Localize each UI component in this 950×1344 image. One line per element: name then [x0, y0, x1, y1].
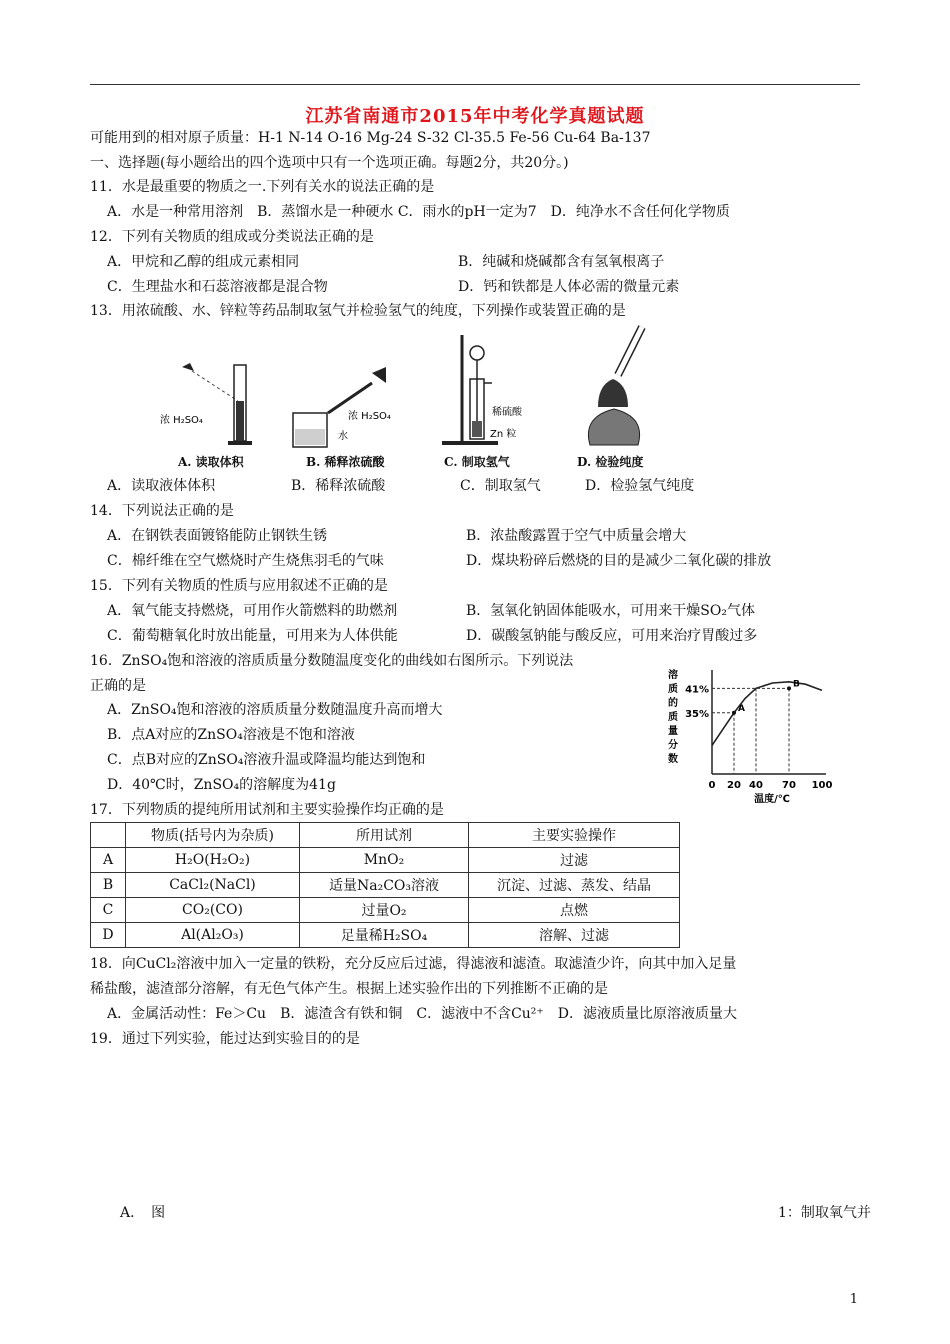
- table-cell: H₂O(H₂O₂): [126, 848, 300, 873]
- q18-stem-1: 18．向CuCl₂溶液中加入一定量的铁粉，充分反应后过滤，得滤液和滤渣。取滤渣少许，向其中加入足量: [90, 956, 737, 972]
- q15-option-a: A．氧气能支持燃烧，可用作火箭燃料的助燃剂: [107, 603, 398, 619]
- chart-x-tick: 40: [749, 780, 763, 791]
- fig-caption-a: A. 读取体积: [178, 455, 244, 469]
- q18-stem-2: 稀盐酸，滤渣部分溶解，有无色气体产生。根据上述实验作出的下列推断不正确的是: [90, 981, 608, 997]
- table-cell: CaCl₂(NaCl): [126, 873, 300, 898]
- chart-ylabel-7: 数: [668, 754, 678, 765]
- q14-option-d: D．煤块粉碎后燃烧的目的是减少二氧化碳的排放: [466, 553, 772, 569]
- q13-option-d: D．检验氢气纯度: [585, 478, 695, 494]
- fig-caption-b: B. 稀释浓硫酸: [306, 455, 385, 469]
- page-title: 江苏省南通市2015年中考化学真题试题: [305, 106, 645, 127]
- chart-ylabel-1: 溶: [668, 670, 678, 681]
- chart-ylabel-2: 质: [668, 684, 678, 695]
- table-cell: Al(Al₂O₃): [126, 923, 300, 948]
- table-row: [91, 873, 680, 898]
- q17-stem: 17．下列物质的提纯所用试剂和主要实验操作均正确的是: [90, 802, 444, 818]
- chart-ylabel-4: 质: [668, 712, 678, 723]
- q16-stem-2: 正确的是: [90, 678, 146, 694]
- chart-x-tick: 20: [727, 780, 741, 791]
- table-cell: MnO₂: [300, 848, 469, 873]
- q12-option-d: D．钙和铁都是人体必需的微量元素: [458, 279, 680, 295]
- q16-option-c: C．点B对应的ZnSO₄溶液升温或降温均能达到饱和: [107, 752, 426, 768]
- chart-x-tick: 100: [811, 780, 833, 791]
- fig-b-beaker: [293, 367, 391, 447]
- q14-stem: 14．下列说法正确的是: [90, 503, 234, 519]
- chart-point-label: B: [793, 679, 800, 690]
- q12-option-b: B．纯碱和烧碱都含有氢氧根离子: [458, 254, 665, 270]
- chart-x-tick: 70: [782, 780, 796, 791]
- q16-stem-1: 16．ZnSO₄饱和溶液的溶质质量分数随温度变化的曲线如右图所示。下列说法: [90, 653, 574, 669]
- header-rule: [90, 84, 860, 85]
- q16-option-d: D．40℃时，ZnSO₄的溶解度为41g: [107, 777, 336, 793]
- q15-option-c: C．葡萄糖氧化时放出能量，可用来为人体供能: [107, 628, 398, 644]
- chart-ylabel-5: 量: [668, 726, 678, 737]
- fig-d-lamp: [588, 327, 642, 445]
- q14-option-a: A．在钢铁表面镀铬能防止钢铁生锈: [107, 528, 328, 544]
- table-cell: 过滤: [469, 848, 680, 873]
- fig-b-acid: 浓 H₂SO₄: [348, 411, 391, 422]
- chart-ylabel-6: 分: [668, 740, 678, 751]
- q15-option-b: B．氢氧化钠固体能吸水，可用来干燥SO₂气体: [466, 603, 755, 619]
- fig-a-cylinder: [160, 363, 252, 445]
- table-cell: 过量O₂: [300, 898, 469, 923]
- page-number: 1: [849, 1292, 858, 1307]
- table-header-cell: 所用试剂: [300, 823, 469, 848]
- section-heading: 一、选择题(每小题给出的四个选项中只有一个选项正确。每题2分，共20分。): [90, 155, 569, 171]
- table-cell: 溶解、过滤: [469, 923, 680, 948]
- chart-series-line: [712, 682, 822, 746]
- q19-stem: 19．通过下列实验，能过达到实验目的的是: [90, 1031, 360, 1047]
- table-cell: A: [91, 848, 126, 873]
- q13-option-c: C．制取氢气: [460, 478, 541, 494]
- chart-y-tick: 41%: [685, 684, 709, 696]
- table-header-cell: 物质(括号内为杂质): [126, 823, 300, 848]
- table-cell: B: [91, 873, 126, 898]
- table-cell: 沉淀、过滤、蒸发、结晶: [469, 873, 680, 898]
- chart-y-tick: 35%: [685, 708, 709, 720]
- table-cell: C: [91, 898, 126, 923]
- table-cell: CO₂(CO): [126, 898, 300, 923]
- chart-x-tick: 0: [708, 780, 716, 791]
- table-header-cell: [91, 823, 126, 848]
- table-row: [91, 848, 680, 873]
- fig-caption-d: D. 检验纯度: [577, 455, 644, 469]
- table-header-row: [91, 823, 680, 848]
- chart-point-b: [787, 686, 791, 690]
- fig-c-apparatus: [442, 335, 523, 445]
- chart-xlabel: 温度/℃: [754, 794, 790, 805]
- q13-option-a: A．读取液体体积: [107, 478, 216, 494]
- q19-option-a-left: A． 图: [120, 1205, 166, 1221]
- chart-ylabel-3: 的: [668, 698, 678, 709]
- q12-option-c: C．生理盐水和石蕊溶液都是混合物: [107, 279, 328, 295]
- q14-option-c: C．棉纤维在空气燃烧时产生烧焦羽毛的气味: [107, 553, 384, 569]
- q16-option-a: A．ZnSO₄饱和溶液的溶质质量分数随温度升高而增大: [107, 702, 443, 718]
- fig-c-zn: Zn 粒: [490, 429, 517, 440]
- table-header-cell: 主要实验操作: [469, 823, 680, 848]
- q11-stem: 11．水是最重要的物质之一.下列有关水的说法正确的是: [90, 179, 435, 195]
- q11-options: A．水是一种常用溶剂 B．蒸馏水是一种硬水 C．雨水的pH一定为7 D．纯净水不含任何化学物质: [107, 204, 730, 220]
- q14-option-b: B．浓盐酸露置于空气中质量会增大: [466, 528, 687, 544]
- fig-a-label: 浓 H₂SO₄: [160, 415, 203, 426]
- q18-options: A．金属活动性：Fe＞Cu B．滤渣含有铁和铜 C．滤液中不含Cu²⁺ D．滤液质量比原溶液质量大: [107, 1006, 738, 1022]
- fig-caption-c: C. 制取氢气: [444, 455, 510, 469]
- q17-table: [90, 822, 680, 948]
- chart-point-a: [732, 711, 736, 715]
- q13-stem: 13．用浓硫酸、水、锌粒等药品制取氢气并检验氢气的纯度，下列操作或装置正确的是: [90, 303, 626, 319]
- q16-solubility-chart: [662, 662, 840, 810]
- q15-option-d: D．碳酸氢钠能与酸反应，可用来治疗胃酸过多: [466, 628, 758, 644]
- table-cell: 点燃: [469, 898, 680, 923]
- q16-option-b: B．点A对应的ZnSO₄溶液是不饱和溶液: [107, 727, 355, 743]
- q12-stem: 12．下列有关物质的组成或分类说法正确的是: [90, 229, 374, 245]
- q19-option-a-right: 1：制取氧气并: [778, 1205, 871, 1221]
- atomic-masses: 可能用到的相对原子质量：H-1 N-14 O-16 Mg-24 S-32 Cl-35.5 Fe-56 Cu-64 Ba-137: [90, 130, 651, 146]
- q15-stem: 15．下列有关物质的性质与应用叙述不正确的是: [90, 578, 388, 594]
- q12-option-a: A．甲烷和乙醇的组成元素相同: [107, 254, 300, 270]
- chart-point-label: A: [738, 703, 745, 714]
- fig-b-water: 水: [338, 431, 348, 442]
- table-cell: 适量Na₂CO₃溶液: [300, 873, 469, 898]
- q13-option-b: B．稀释浓硫酸: [291, 478, 386, 494]
- fig-c-acid: 稀硫酸: [492, 407, 522, 418]
- table-row: [91, 898, 680, 923]
- table-row: [91, 923, 680, 948]
- table-cell: 足量稀H₂SO₄: [300, 923, 469, 948]
- table-cell: D: [91, 923, 126, 948]
